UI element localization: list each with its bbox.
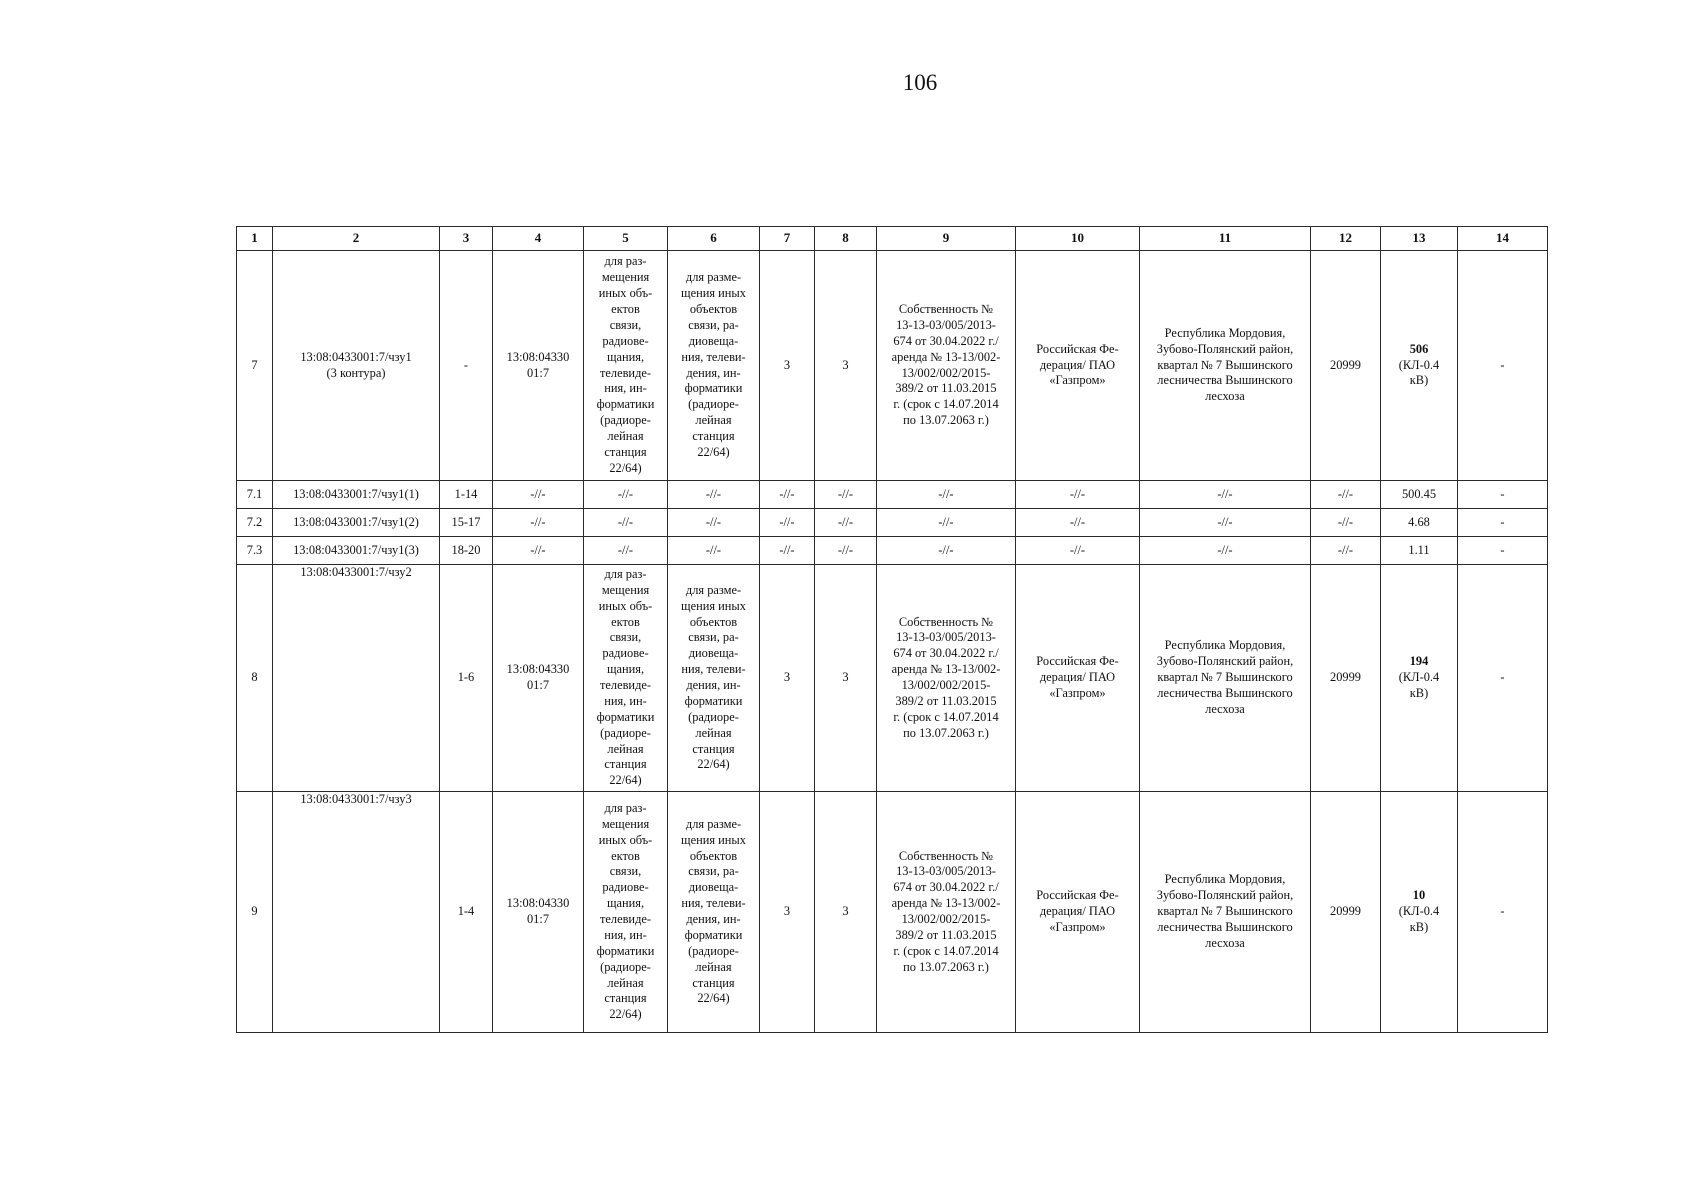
row-number-cell: 8 — [237, 565, 273, 792]
purpose-cell: -//- — [584, 537, 668, 565]
permitted-use-cell: для разме- щения иных объектов связи, ра- диовеща- ния, телеви- дения, ин- форматики (радиоре- лейная станция 22/64) — [668, 251, 760, 481]
category-cell: -//- — [760, 509, 815, 537]
permitted-use-cell: для разме- щения иных объектов связи, ра- диовеща- ния, телеви- дения, ин- форматики (радиоре- лейная станция 22/64) — [668, 792, 760, 1033]
area-note: (КЛ-0.4 кВ) — [1398, 904, 1440, 934]
area-cell: 1.11 — [1381, 537, 1458, 565]
parent-plot-cell: 13:08:04330 01:7 — [493, 792, 584, 1033]
land-plot-table — [236, 226, 1548, 1033]
column-number-header-row — [237, 227, 1548, 251]
owner-cell: Российская Фе- дерация/ ПАО «Газпром» — [1016, 792, 1140, 1033]
category-cell: -//- — [760, 481, 815, 509]
note-cell: - — [1458, 792, 1548, 1033]
parent-plot-cell: -//- — [493, 481, 584, 509]
address-cell: Республика Мордовия, Зубово-Полянский район, квартал № 7 Вышинского лесничества Вышинского лесхоза — [1140, 251, 1311, 481]
address-cell: -//- — [1140, 481, 1311, 509]
note-cell: - — [1458, 509, 1548, 537]
cadastral-number-cell: 13:08:0433001:7/чзу2 — [273, 565, 440, 792]
category-cell: 3 — [760, 251, 815, 481]
area-value: 194 — [1409, 654, 1429, 669]
points-cell: 18-20 — [440, 537, 493, 565]
row-number-cell: 7.3 — [237, 537, 273, 565]
category-cell: -//- — [815, 537, 877, 565]
header-cell: 14 — [1458, 227, 1548, 251]
cadastral-number-cell: 13:08:0433001:7/чзу1 (3 контура) — [273, 251, 440, 481]
parent-plot-cell: 13:08:04330 01:7 — [493, 565, 584, 792]
cadastral-number-cell: 13:08:0433001:7/чзу1(1) — [273, 481, 440, 509]
table-row — [237, 565, 1548, 792]
owner-cell: Российская Фе- дерация/ ПАО «Газпром» — [1016, 565, 1140, 792]
points-cell: 1-4 — [440, 792, 493, 1033]
page-number: 106 — [902, 70, 938, 95]
header-cell: 1 — [237, 227, 273, 251]
points-cell: 1-14 — [440, 481, 493, 509]
area-note: (КЛ-0.4 кВ) — [1398, 670, 1440, 700]
category-cell: -//- — [760, 537, 815, 565]
category-cell: 3 — [815, 565, 877, 792]
note-cell: - — [1458, 251, 1548, 481]
table-row — [237, 537, 1548, 565]
permitted-use-cell: -//- — [668, 481, 760, 509]
total-area-cell: 20999 — [1311, 792, 1381, 1033]
row-number-cell: 7 — [237, 251, 273, 481]
area-value: 10 — [1412, 888, 1426, 903]
area-value: 506 — [1409, 341, 1429, 356]
table-row — [237, 792, 1548, 1033]
points-cell: - — [440, 251, 493, 481]
table-row — [237, 509, 1548, 537]
purpose-cell: -//- — [584, 509, 668, 537]
area-cell: 4.68 — [1381, 509, 1458, 537]
header-cell: 13 — [1381, 227, 1458, 251]
permitted-use-cell: -//- — [668, 537, 760, 565]
total-area-cell: 20999 — [1311, 565, 1381, 792]
parent-plot-cell: 13:08:04330 01:7 — [493, 251, 584, 481]
cadastral-number-cell: 13:08:0433001:7/чзу3 — [273, 792, 440, 1033]
category-cell: 3 — [815, 251, 877, 481]
header-cell: 12 — [1311, 227, 1381, 251]
rights-cell: Собственность № 13-13-03/005/2013- 674 от 30.04.2022 г./ аренда № 13-13/002- 13/002/002/2015- 389/2 от 11.03.2015 г. (срок с 14.07.2014 по 13.07.2063 г.) — [877, 251, 1016, 481]
permitted-use-cell: -//- — [668, 509, 760, 537]
rights-cell: Собственность № 13-13-03/005/2013- 674 от 30.04.2022 г./ аренда № 13-13/002- 13/002/002/2015- 389/2 от 11.03.2015 г. (срок с 14.07.2014 по 13.07.2063 г.) — [877, 792, 1016, 1033]
parent-plot-cell: -//- — [493, 537, 584, 565]
cadastral-number-cell: 13:08:0433001:7/чзу1(3) — [273, 537, 440, 565]
header-cell: 3 — [440, 227, 493, 251]
header-cell: 7 — [760, 227, 815, 251]
rights-cell: -//- — [877, 537, 1016, 565]
rights-cell: -//- — [877, 481, 1016, 509]
owner-cell: Российская Фе- дерация/ ПАО «Газпром» — [1016, 251, 1140, 481]
area-cell — [1381, 565, 1458, 792]
points-cell: 1-6 — [440, 565, 493, 792]
total-area-cell: -//- — [1311, 481, 1381, 509]
category-cell: -//- — [815, 509, 877, 537]
category-cell: 3 — [760, 792, 815, 1033]
address-cell: -//- — [1140, 537, 1311, 565]
note-cell: - — [1458, 481, 1548, 509]
row-number-cell: 7.1 — [237, 481, 273, 509]
category-cell: -//- — [815, 481, 877, 509]
header-cell: 4 — [493, 227, 584, 251]
purpose-cell: для раз- мещения иных объ- ектов связи, радиове- щания, телевиде- ния, ин- форматики (радиоре- лейная станция 22/64) — [584, 251, 668, 481]
header-cell: 8 — [815, 227, 877, 251]
rights-cell: -//- — [877, 509, 1016, 537]
table-row — [237, 251, 1548, 481]
total-area-cell: 20999 — [1311, 251, 1381, 481]
header-cell: 5 — [584, 227, 668, 251]
area-note: (КЛ-0.4 кВ) — [1398, 357, 1440, 388]
address-cell: Республика Мордовия, Зубово-Полянский район, квартал № 7 Вышинского лесничества Вышинского лесхоза — [1140, 792, 1311, 1033]
purpose-cell: -//- — [584, 481, 668, 509]
area-cell — [1381, 251, 1458, 481]
header-cell: 2 — [273, 227, 440, 251]
points-cell: 15-17 — [440, 509, 493, 537]
area-cell: 500.45 — [1381, 481, 1458, 509]
row-number-cell: 7.2 — [237, 509, 273, 537]
owner-cell: -//- — [1016, 509, 1140, 537]
total-area-cell: -//- — [1311, 509, 1381, 537]
cadastral-number-cell: 13:08:0433001:7/чзу1(2) — [273, 509, 440, 537]
purpose-cell: для раз- мещения иных объ- ектов связи, радиове- щания, телевиде- ния, ин- форматики (радиоре- лейная станция 22/64) — [584, 565, 668, 792]
header-cell: 11 — [1140, 227, 1311, 251]
permitted-use-cell: для разме- щения иных объектов связи, ра- диовеща- ния, телеви- дения, ин- форматики (радиоре- лейная станция 22/64) — [668, 565, 760, 792]
note-cell: - — [1458, 565, 1548, 792]
category-cell: 3 — [760, 565, 815, 792]
address-cell: -//- — [1140, 509, 1311, 537]
header-cell: 6 — [668, 227, 760, 251]
header-cell: 9 — [877, 227, 1016, 251]
note-cell: - — [1458, 537, 1548, 565]
owner-cell: -//- — [1016, 537, 1140, 565]
table-row — [237, 481, 1548, 509]
row-number-cell: 9 — [237, 792, 273, 1033]
header-cell: 10 — [1016, 227, 1140, 251]
rights-cell: Собственность № 13-13-03/005/2013- 674 от 30.04.2022 г./ аренда № 13-13/002- 13/002/002/2015- 389/2 от 11.03.2015 г. (срок с 14.07.2014 по 13.07.2063 г.) — [877, 565, 1016, 792]
purpose-cell: для раз- мещения иных объ- ектов связи, радиове- щания, телевиде- ния, ин- форматики (радиоре- лейная станция 22/64) — [584, 792, 668, 1033]
parent-plot-cell: -//- — [493, 509, 584, 537]
area-cell — [1381, 792, 1458, 1033]
category-cell: 3 — [815, 792, 877, 1033]
owner-cell: -//- — [1016, 481, 1140, 509]
total-area-cell: -//- — [1311, 537, 1381, 565]
address-cell: Республика Мордовия, Зубово-Полянский район, квартал № 7 Вышинского лесничества Вышинского лесхоза — [1140, 565, 1311, 792]
